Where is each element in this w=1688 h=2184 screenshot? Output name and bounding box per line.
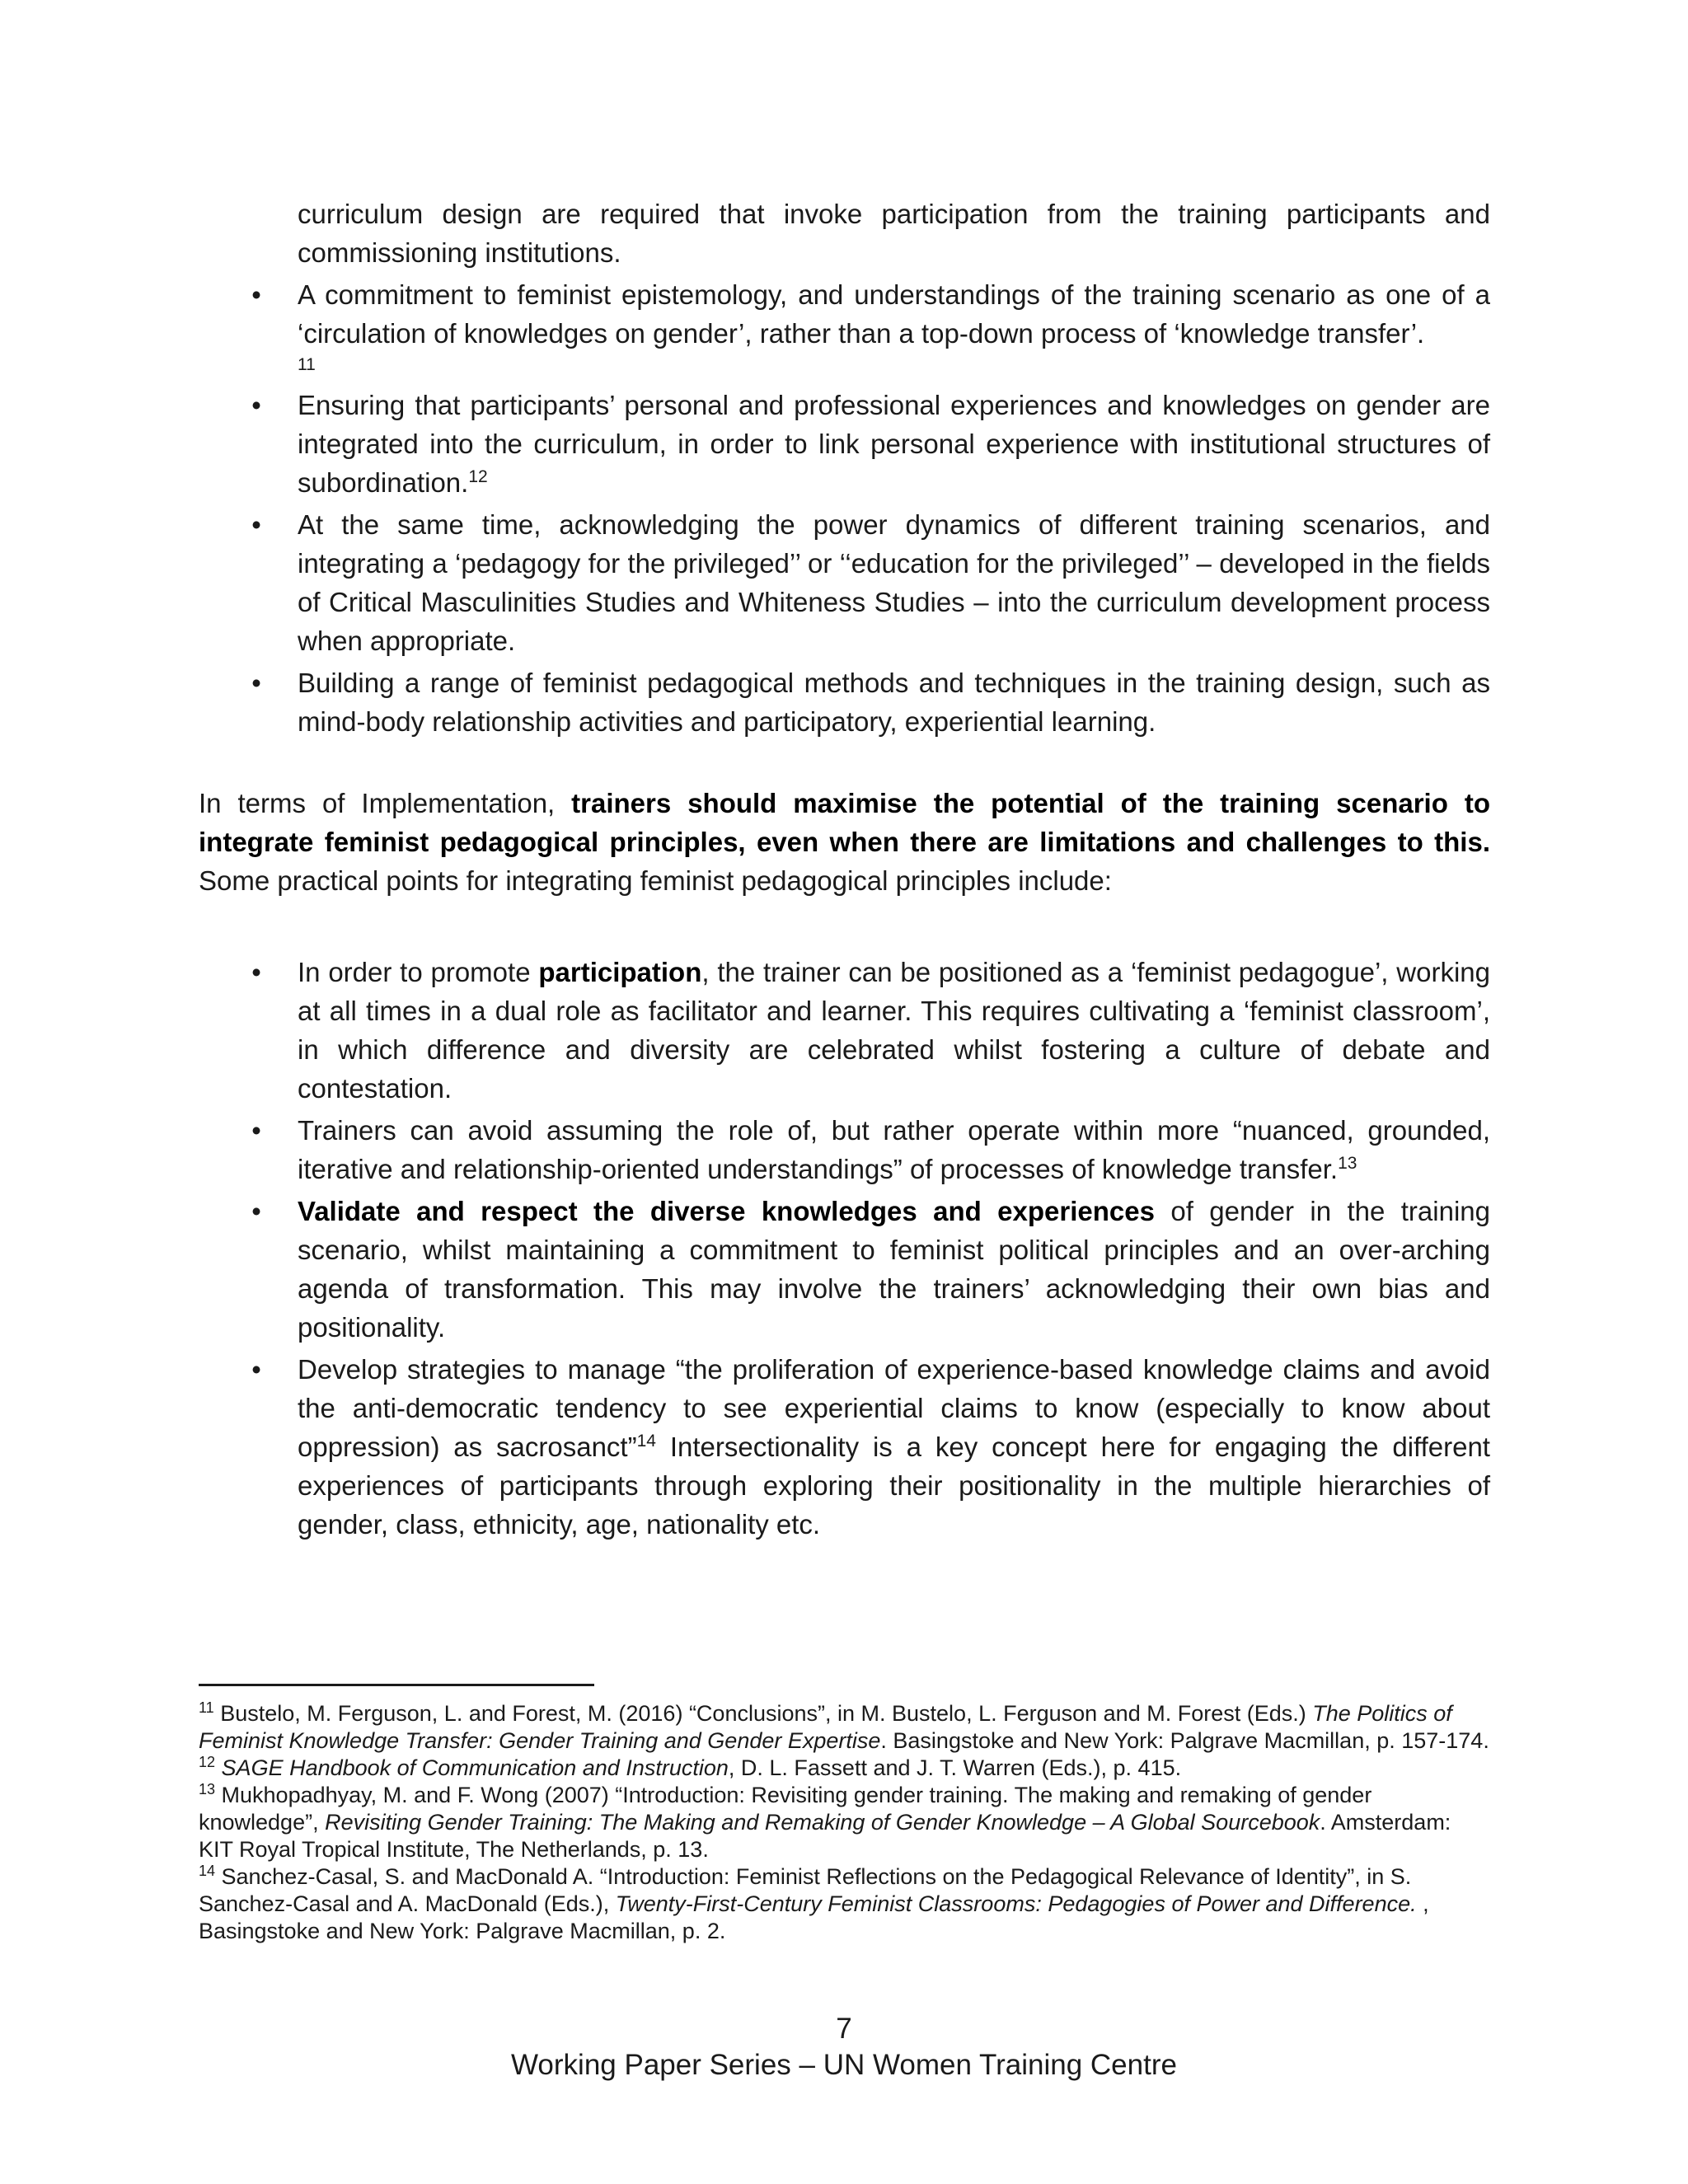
list-item: • In order to promote participation, the trainer can be positioned as a ‘feminist pedagogue’, working at all times in a dual role as facilitator and learner. This requires cultivating a ‘feminist classroom’, in which difference and diversity are celebrated whilst fostering a culture of debate and contestation. — [199, 953, 1490, 1108]
bullet-list-bottom — [199, 953, 1490, 1544]
series-title: Working Paper Series – UN Women Training Centre — [511, 2049, 1177, 2081]
footnote-12: $^{12}$ SAGE Handbook of Communication and Instruction, D. L. Fassett and J. T. Warren (Eds.), p. 415. — [199, 1754, 1182, 1780]
list-item — [199, 386, 1490, 502]
bullet-icon: • — [251, 1115, 261, 1146]
bullet-icon: • — [251, 1354, 261, 1385]
list-item — [199, 505, 1490, 660]
bullet-icon: • — [251, 279, 261, 310]
footnote-ref: 12 — [468, 467, 488, 486]
list-item-text: A commitment to feminist epistemology, and understandings of the training scenario as one of a ‘circulation of knowledges on gender’, rather than a top-down process of ‘knowledge transfer’. — [298, 279, 1490, 349]
list-item: • Trainers can avoid assuming the role of, but rather operate within more “nuanced, grounded, iterative and relationship-oriented understandings” of processes of knowledge transfer.$^{13}$ — [199, 1111, 1490, 1188]
footnote-11: $^{11}$ Bustelo, M. Ferguson, L. and Forest, M. (2016) “Conclusions”, in M. Bustelo, L. Ferguson and M. Forest (Eds.) The Politics of Feminist Knowledge Transfer: Gender Training and Gender Expertise. Basingstoke and New York: Palgrave Macmillan, p. 157-174. — [199, 1699, 1489, 1753]
continued-bullet-text: curriculum design are required that invoke participation from the training participants and commissioning institutions. — [298, 199, 1490, 268]
page-number: 7 — [836, 2013, 852, 2045]
implementation-emphasis: trainers should maximise the potential of the training scenario to integrate feminist pedagogical principles, even when there are limitations and challenges to this. — [199, 788, 1490, 857]
list-item: • Develop strategies to manage “the proliferation of experience-based knowledge claims and avoid the anti-democratic tendency to see experiential claims to know (especially to know about oppression) as sacrosanct”$^{14}$ Intersectionality is a key concept here for engaging the different experiences of participants through exploring their positionality in the multiple hierarchies of gender, class, ethnicity, age, nationality etc. — [199, 1350, 1490, 1544]
list-item: • Validate and respect the diverse knowledges and experiences of gender in the training scenario, whilst maintaining a commitment to feminist political principles and an over-arching agenda of transformation. This may involve the trainers’ acknowledging their own bias and positionality. — [199, 1192, 1490, 1347]
main-content — [199, 194, 1490, 1547]
bullet-icon: • — [251, 509, 261, 540]
bullet-list-top — [199, 275, 1490, 741]
list-item — [199, 275, 1490, 377]
footnote-ref: 11 — [298, 355, 316, 374]
bullet-icon: • — [251, 957, 261, 987]
footnote-14: $^{14}$ Sanchez-Casal, S. and MacDonald A. “Introduction: Feminist Reflections on the Pedagogical Relevance of Identity”, in S. Sanchez-Casal and A. MacDonald (Eds.), Twenty-First-Century Feminist Classrooms: Pedagogies of Power and Difference. , Basingstoke and New York: Palgrave Macmillan, p. 2. — [199, 1863, 1429, 1943]
footnote-13: $^{13}$ Mukhopadhyay, M. and F. Wong (2007) “Introduction: Revisiting gender training. The making and remaking of gender knowledge”, Revisiting Gender Training: The Making and Remaking of Gender Knowledge – A Global Sourcebook. Amsterdam: KIT Royal Tropical Institute, The Netherlands, p. 13. — [199, 1781, 1451, 1862]
footnotes — [199, 1700, 1490, 1945]
validate-emphasis: Validate and respect the diverse knowledges and experiences — [298, 1196, 1155, 1226]
bullet-icon: • — [251, 1196, 261, 1226]
implementation-paragraph: In terms of Implementation, trainers should maximise the potential of the training scenario to integrate feminist pedagogical principles, even when there are limitations and challenges to this. Some practical points for integrating feminist pedagogical principles include: — [199, 788, 1490, 896]
page-footer — [0, 2011, 1688, 2083]
footnote-ref: 13 — [1338, 1154, 1357, 1173]
bullet-icon: • — [251, 668, 261, 698]
list-item-text: At the same time, acknowledging the power dynamics of different training scenarios, and integrating a ‘pedagogy for the privileged’’ or ‘‘education for the privileged’’ – developed in the fields of Critical Masculinities Studies and Whiteness Studies – into the curriculum development process when appropriate. — [298, 509, 1490, 656]
list-item — [199, 663, 1490, 741]
footnote-ref: 14 — [636, 1432, 656, 1451]
bullet-icon: • — [251, 390, 261, 420]
list-item-text: Building a range of feminist pedagogical methods and techniques in the training design, such as mind-body relationship activities and participatory, experiential learning. — [298, 668, 1490, 737]
participation-emphasis: participation — [538, 957, 702, 987]
footnote-divider — [199, 1684, 594, 1686]
list-item-text: Ensuring that participants’ personal and professional experiences and knowledges on gender are integrated into the curriculum, in order to link personal experience with institutional structures of subordination. — [298, 390, 1490, 498]
